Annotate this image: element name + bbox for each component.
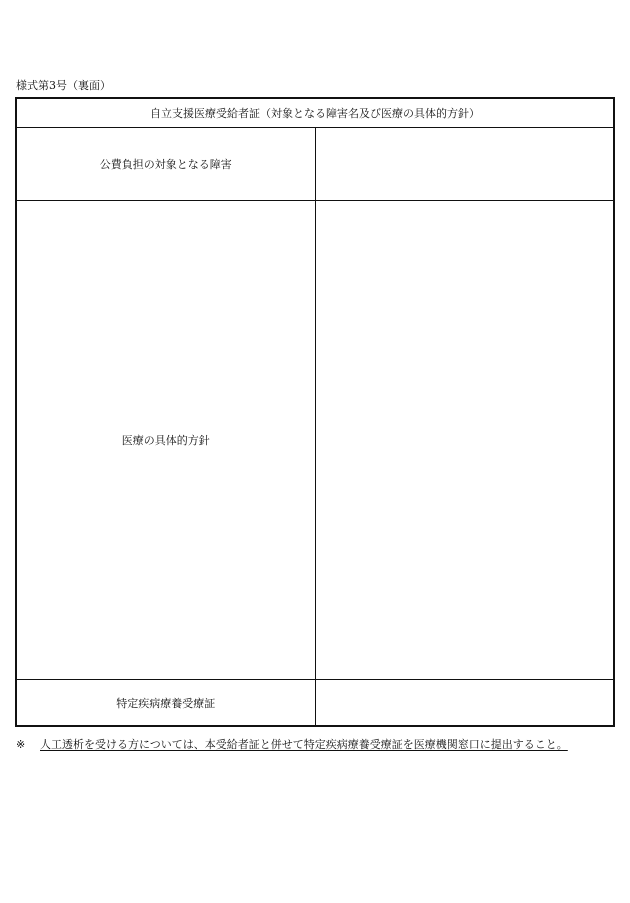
table-row [16, 201, 614, 680]
treatment-policy-value [315, 201, 614, 680]
footnote [16, 738, 568, 752]
specific-disease-cert-label: 特定疾病療養受療証 [16, 680, 315, 727]
table-title: 自立支援医療受給者証（対象となる障害名及び医療の具体的方針） [16, 98, 614, 128]
table-header-row [16, 98, 614, 128]
specific-disease-cert-value [315, 680, 614, 727]
form-number: 様式第3号（裏面） [16, 79, 111, 92]
treatment-policy-label: 医療の具体的方針 [16, 201, 315, 680]
footnote-mark: ※ [16, 738, 26, 751]
disability-value [315, 128, 614, 201]
disability-label: 公費負担の対象となる障害 [16, 128, 315, 201]
table-row [16, 128, 614, 201]
footnote-text: 人工透析を受ける方については、本受給者証と併せて特定疾病療養受療証を医療機関窓口に提出すること。 [40, 738, 568, 751]
certificate-table [15, 97, 615, 727]
table-row [16, 680, 614, 727]
